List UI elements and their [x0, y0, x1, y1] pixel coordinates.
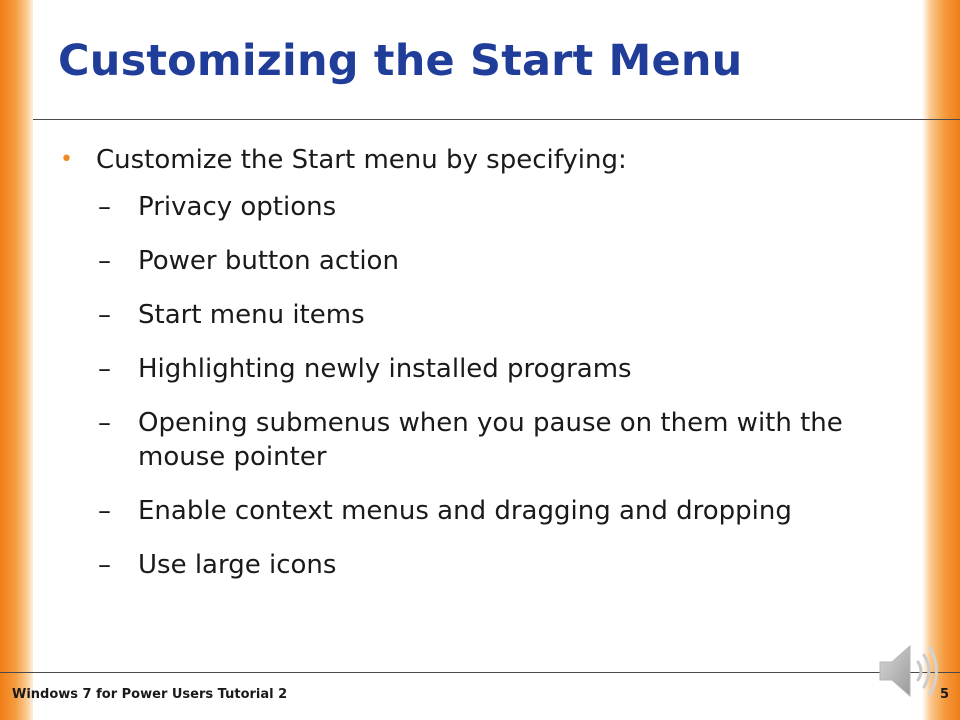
dash-icon: – [98, 408, 111, 438]
sub-bullet-item [58, 244, 908, 278]
dash-icon: – [98, 496, 111, 526]
page-number: 5 [940, 687, 950, 702]
speaker-icon[interactable] [876, 640, 942, 702]
sub-bullet-item [58, 494, 908, 528]
dash-icon: – [98, 300, 111, 330]
sub-bullet-text: Opening submenus when you pause on them with the mouse pointer [138, 408, 843, 472]
sub-bullet-item [58, 406, 908, 474]
sub-bullet-item [58, 298, 908, 332]
sub-bullet-text: Power button action [138, 246, 399, 276]
dash-icon: – [98, 246, 111, 276]
sub-bullet-item [58, 548, 908, 582]
dash-icon: – [98, 550, 111, 580]
footer-text: Windows 7 for Power Users Tutorial 2 [12, 687, 288, 702]
footer-divider [0, 672, 960, 673]
slide-content [58, 140, 908, 602]
sub-bullet-text: Enable context menus and dragging and dropping [138, 496, 792, 526]
sub-bullet-item [58, 190, 908, 224]
bullet-icon: • [60, 147, 73, 172]
sub-bullet-text: Start menu items [138, 300, 365, 330]
sub-bullet-text: Privacy options [138, 192, 337, 222]
left-orange-edge [0, 0, 33, 720]
main-bullet-text: Customize the Start menu by specifying: [96, 145, 627, 175]
sub-bullet-item [58, 352, 908, 386]
right-orange-edge [922, 0, 960, 720]
sub-bullet-text: Use large icons [138, 550, 337, 580]
sub-bullet-text: Highlighting newly installed programs [138, 354, 632, 384]
slide-title: Customizing the Start Menu [58, 36, 743, 86]
sub-bullet-list [58, 190, 908, 582]
dash-icon: – [98, 192, 111, 222]
main-bullet [58, 140, 908, 180]
dash-icon: – [98, 354, 111, 384]
title-divider [33, 119, 960, 120]
